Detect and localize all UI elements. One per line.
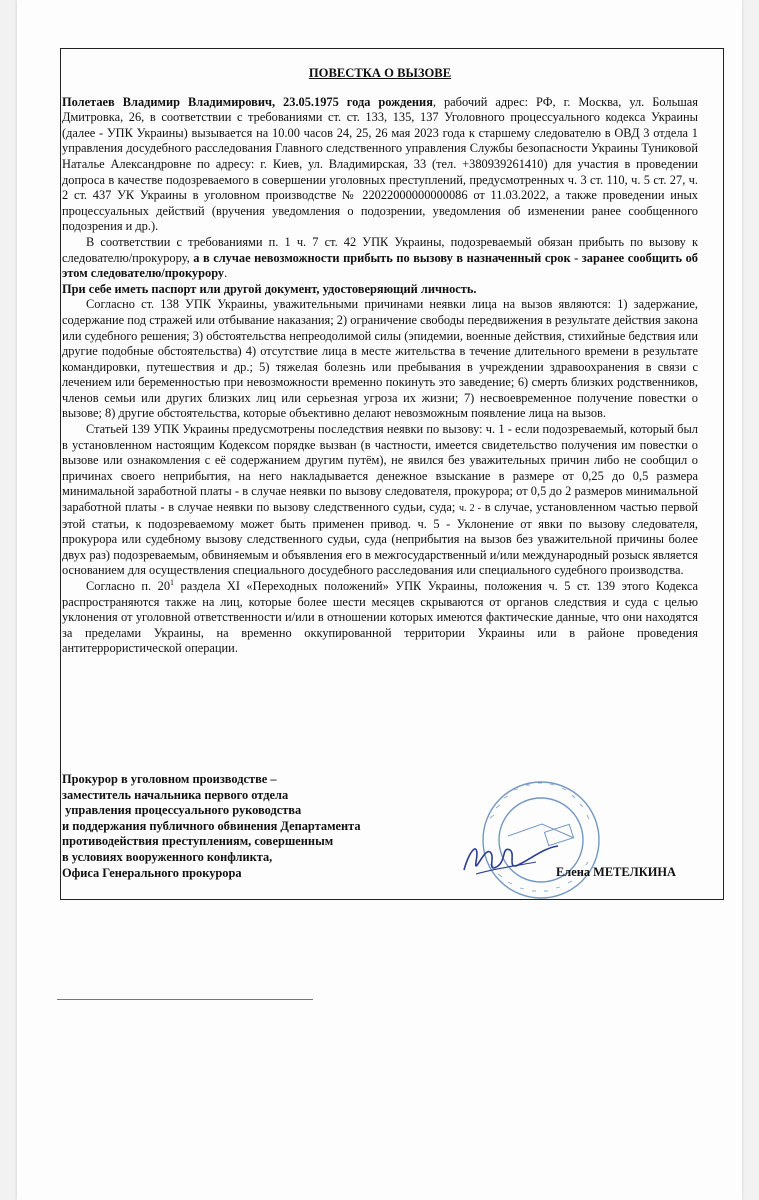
signer-line: заместитель начальника первого отдела xyxy=(62,787,289,802)
divider-line xyxy=(57,999,313,1000)
paragraph-passport: При себе иметь паспорт или другой документ, удостоверяющий личность. xyxy=(62,281,477,296)
document-title: ПОВЕСТКА О ВЫЗОВЕ xyxy=(308,66,452,80)
signer-name: Елена МЕТЕЛКИНА xyxy=(556,865,676,879)
official-stamp-icon xyxy=(446,778,616,908)
paragraph-consequences: Статьей 139 УПК Украины предусмотрены последствия неявки по вызову: ч. 1 - если подозреваемый, который был в установленном настоящим Кодексом порядке вызван (в частности, имеется свидетельство получения им повестки о вызове или ознакомления с её содержанием другим путём), не явился без уважительных причин либо не сообщил о причинах своего неприбытия, на него накладывается денежное взыскание в размере от 0,25 до 0,5 размера минимальной заработной платы - в случае неявки по вызову следователя, прокурора; от 0,5 до 2 размеров минимальной заработной платы - в случае неявки по вызову следственного судьи, суда; ч. 2 - в случае, установленном частью первой этой статьи, к подозреваемому может быть применен привод. ч. 5 - Уклонение от явки по вызову следователя, прокурора или судебному вызову следственного судьи, суда (неприбытия на вызов без уважительной причины более двух раз) подозреваемым, обвиняемым и объявления его в межгосударственный и/или международный розыск является основанием для осуществления специального досудебного расследования или специального судебного производства. xyxy=(62,422,698,578)
signer-line: управления процессуального руководства xyxy=(62,803,302,818)
signer-line: противодействия преступлениям, совершенным xyxy=(62,834,334,849)
paragraph-summons: Полетаев Владимир Владимирович, 23.05.1975 года рождения, рабочий адрес: РФ, г. Москва, ул. Большая Дмитровка, 26, в соответствии с требованиями ст. ст. 133, 135, 137 Уголовного процессуального кодекса Украины (далее - УПК Украины) вызывается на 10.00 часов 24, 25, 26 мая 2023 года к старшему следователю в ОВД 3 отдела 1 управления досудебного расследования Главного следственного управления Службы безопасности Украины Туниковой Натальe Александровне по адресу: г. Киев, ул. Владимирская, 33 (тел. +380939261410) для участия в проведении допроса в качестве подозреваемого в совершении уголовных преступлений, предусмотренных ч. 3 ст. 110, ч. 5 ст. 27, ч. 2 ст. 437 УК Украины в уголовном производстве № 22022000000000086 от 11.03.2022, а также проведении иных процессуальных действий (вручения уведомления о подозрении, уведомления об изменении ранее сообщенного подозрения и др.). xyxy=(62,94,698,234)
summoned-person: Полетаев Владимир Владимирович, 23.05.1975 года рождения xyxy=(62,94,433,109)
paragraph-transitional: Согласно п. $20^1$ раздела XI «Переходных положений» УПК Украины, положения ч. 5 ст. 139 этого Кодекса распространяются также на лиц, которые более шести месяцев скрываются от органов следствия и суда с целью уклонения от уголовной ответственности и/или в отношении которых имеются фактические данные, что они находятся за пределами Украины, на временно оккупированной территории Украины или в районе проведения антитеррористической операции. xyxy=(62,577,698,656)
signer-position xyxy=(62,772,422,881)
document-body xyxy=(62,66,698,657)
paragraph-obligation: В соответствии с требованиями п. 1 ч. 7 ст. 42 УПК Украины, подозреваемый обязан прибыть по вызову к следователю/прокурору, а в случае невозможности прибыть по вызову в назначенный срок - заранее сообщить об этом следователю/прокурору. xyxy=(62,234,698,281)
paragraph-valid-reasons: Согласно ст. 138 УПК Украины, уважительными причинами неявки лица на вызов являются: 1) задержание, содержание под стражей или отбывание наказания; 2) ограничение свободы передвижения в результате действия закона или судебного решения; 3) обстоятельства непреодолимой силы (эпидемии, военные действия, стихийные бедствия или другие подобные обстоятельства) 4) отсутствие лица в месте жительства в течение длительного времени в результате командировки, путешествия и др.; 5) тяжелая болезнь или пребывания в учреждении здравоохранения в связи с лечением или беременностью при невозможности временно покинуть это заведение; 6) смерть близких родственников, членов семьи или других близких лиц или серьезная угроза их жизни; 7) несвоевременное получение повестки о вызове; 8) другие обстоятельства, которые объективно делают невозможным появление лица на вызов. xyxy=(62,297,698,421)
signer-line: и поддержания публичного обвинения Департамента xyxy=(62,818,361,833)
signer-line: Прокурор в уголовном производстве – xyxy=(62,772,277,786)
signer-line: в условиях вооруженного конфликта, xyxy=(62,849,273,864)
signer-line: Офиса Генерального прокурора xyxy=(62,865,242,880)
